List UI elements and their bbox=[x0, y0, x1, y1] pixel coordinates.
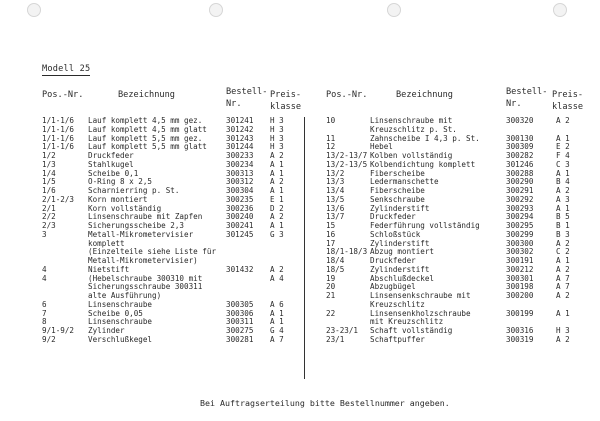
price-class: A 1 bbox=[556, 203, 570, 213]
part-description: Federführung vollständig bbox=[370, 221, 480, 230]
order-number: 300191 bbox=[506, 256, 534, 265]
part-description: Druckfeder bbox=[88, 151, 134, 160]
part-description: Korn montiert bbox=[88, 194, 148, 204]
pos-number: 9/1-9/2 bbox=[42, 326, 75, 335]
price-class: B 5 bbox=[556, 212, 570, 222]
part-description: Scharnierring p. St. bbox=[88, 186, 180, 195]
price-class: H 3 bbox=[270, 142, 284, 152]
part-description: Ledermanschette bbox=[370, 177, 439, 187]
pos-number: 1/5 bbox=[42, 177, 56, 187]
pos-number: 1/1-1/6 bbox=[42, 116, 75, 125]
pos-number: 9/2 bbox=[42, 334, 56, 344]
pos-number: 19 bbox=[326, 273, 336, 283]
order-number: 300234 bbox=[226, 159, 254, 169]
parts-table-right bbox=[0, 117, 600, 345]
pos-number: 16 bbox=[326, 229, 336, 239]
part-description: Druckfeder bbox=[370, 212, 416, 222]
part-description: Sicherungsschraube 300311 bbox=[88, 282, 203, 292]
order-number: 301242 bbox=[226, 124, 254, 134]
part-description: Linsenschraube bbox=[88, 299, 153, 309]
part-description: Linsenschraube bbox=[88, 317, 153, 327]
order-number: 301244 bbox=[226, 142, 254, 152]
order-number: 300291 bbox=[506, 186, 534, 195]
part-description: Senkschraube bbox=[370, 194, 425, 204]
header-desc-left: Bezeichnung bbox=[118, 90, 175, 100]
part-description: Zylinderstift bbox=[370, 238, 430, 248]
pos-number: 15 bbox=[326, 221, 336, 230]
table-row bbox=[0, 292, 600, 301]
order-number: 301243 bbox=[226, 133, 254, 143]
order-number: 300130 bbox=[506, 133, 534, 143]
order-number: 300302 bbox=[506, 247, 534, 257]
price-class: H 3 bbox=[270, 124, 284, 134]
order-number: 300275 bbox=[226, 326, 254, 335]
part-description: Lauf komplett 5,5 mm glatt bbox=[88, 142, 207, 152]
price-class: F 4 bbox=[556, 151, 570, 160]
price-class: A 2 bbox=[556, 186, 570, 195]
punch-hole-4 bbox=[553, 3, 567, 17]
pos-number: 13/6 bbox=[326, 203, 345, 213]
pos-number: 13/2-13/7 bbox=[326, 151, 368, 160]
price-class: A 2 bbox=[270, 151, 284, 160]
price-class: A 1 bbox=[270, 168, 284, 178]
part-description: Abschlußdeckel bbox=[370, 273, 435, 283]
part-description: Scheibe 0,1 bbox=[88, 168, 139, 178]
part-description: Abzug montiert bbox=[370, 247, 435, 257]
order-number: 301432 bbox=[226, 264, 254, 274]
pos-number: 10 bbox=[326, 116, 336, 125]
pos-number: 1/6 bbox=[42, 186, 56, 195]
order-number: 300236 bbox=[226, 203, 254, 213]
order-number: 301241 bbox=[226, 116, 254, 125]
part-description: Kolben vollständig bbox=[370, 151, 453, 160]
pos-number: 3 bbox=[42, 229, 47, 239]
header-pos-left: Pos.-Nr. bbox=[42, 90, 84, 100]
part-description: Zahnscheibe I 4,3 p. St. bbox=[370, 133, 480, 143]
pos-number: 1/1-1/6 bbox=[42, 142, 75, 152]
part-description: Hebel bbox=[370, 142, 393, 152]
pos-number: 20 bbox=[326, 282, 336, 292]
pos-number: 13/3 bbox=[326, 177, 345, 187]
part-description: Metall-Mikrometervisier bbox=[88, 229, 194, 239]
price-class: G 3 bbox=[270, 229, 284, 239]
price-class: A 2 bbox=[556, 238, 570, 248]
part-description: alte Ausführung) bbox=[88, 291, 162, 300]
order-number: 300290 bbox=[506, 177, 534, 187]
order-number: 300292 bbox=[506, 194, 534, 204]
part-description: Korn vollständig bbox=[88, 203, 162, 213]
pos-number: 12 bbox=[326, 142, 336, 152]
order-number: 300282 bbox=[506, 151, 534, 160]
part-description: Linsensenkschraube mit bbox=[370, 291, 471, 300]
price-class: C 3 bbox=[556, 159, 570, 169]
part-description: Zylinder bbox=[88, 326, 125, 335]
order-number: 300320 bbox=[506, 116, 534, 125]
part-description: Schaftpuffer bbox=[370, 334, 425, 344]
order-number: 300311 bbox=[226, 317, 254, 327]
pos-number: 2/3 bbox=[42, 221, 56, 230]
pos-number: 18/4 bbox=[326, 256, 345, 265]
order-number: 300295 bbox=[506, 221, 534, 230]
price-class: A 1 bbox=[270, 317, 284, 327]
price-class: A 1 bbox=[270, 186, 284, 195]
part-description: Zylinderstift bbox=[370, 203, 430, 213]
part-description: Abzugbügel bbox=[370, 282, 416, 292]
pos-number: 8 bbox=[42, 317, 47, 327]
price-class: A 3 bbox=[556, 194, 570, 204]
price-class: A 2 bbox=[270, 212, 284, 222]
order-number: 300199 bbox=[506, 308, 534, 318]
price-class: A 2 bbox=[556, 334, 570, 344]
header-order-left-1: Bestell- bbox=[226, 87, 268, 97]
part-description: (Hebelschraube 300310 mit bbox=[88, 273, 203, 283]
part-description: Linsensenkholzschraube bbox=[370, 308, 471, 318]
header-desc-right: Bezeichnung bbox=[396, 90, 453, 100]
punch-hole-3 bbox=[387, 3, 401, 17]
order-number: 300240 bbox=[226, 212, 254, 222]
part-description: mit Kreuzschlitz bbox=[370, 317, 444, 327]
pos-number: 7 bbox=[42, 308, 47, 318]
pos-number: 13/2 bbox=[326, 168, 345, 178]
table-row bbox=[0, 310, 600, 319]
part-description: Linsenschraube mit bbox=[370, 116, 453, 125]
order-number: 300316 bbox=[506, 326, 534, 335]
part-description: Lauf komplett 5,5 mm gez. bbox=[88, 133, 203, 143]
header-pos-right: Pos.-Nr. bbox=[326, 90, 368, 100]
pos-number: 23-23/1 bbox=[326, 326, 359, 335]
price-class: A 7 bbox=[556, 282, 570, 292]
price-class: A 2 bbox=[270, 177, 284, 187]
part-description: Scheibe 0,05 bbox=[88, 308, 143, 318]
order-number: 300300 bbox=[506, 238, 534, 248]
part-description: komplett bbox=[88, 238, 125, 248]
punch-hole-1 bbox=[27, 3, 41, 17]
order-number: 301246 bbox=[506, 159, 534, 169]
header-price-right-1: Preis- bbox=[552, 90, 584, 100]
price-class: C 2 bbox=[556, 247, 570, 257]
price-class: B 1 bbox=[556, 221, 570, 230]
price-class: E 2 bbox=[556, 142, 570, 152]
part-description: Lauf komplett 4,5 mm glatt bbox=[88, 124, 207, 134]
price-class: A 2 bbox=[556, 116, 570, 125]
order-number: 300288 bbox=[506, 168, 534, 178]
order-number: 300299 bbox=[506, 229, 534, 239]
part-description: O-Ring 8 x 2,5 bbox=[88, 177, 153, 187]
pos-number: 13/5 bbox=[326, 194, 345, 204]
price-class: A 7 bbox=[556, 273, 570, 283]
price-class: A 2 bbox=[270, 264, 284, 274]
order-number: 300293 bbox=[506, 203, 534, 213]
header-price-right-2: klasse bbox=[552, 102, 584, 112]
model-title: Modell 25 bbox=[42, 64, 91, 74]
order-number: 300200 bbox=[506, 291, 534, 300]
part-description: Stahlkugel bbox=[88, 159, 134, 169]
price-class: A 1 bbox=[556, 168, 570, 178]
pos-number: 2/1 bbox=[42, 203, 56, 213]
part-description: Nietstift bbox=[88, 264, 130, 274]
part-description: Metall-Mikrometervisier) bbox=[88, 256, 198, 265]
order-number: 300306 bbox=[226, 308, 254, 318]
price-class: H 3 bbox=[556, 326, 570, 335]
table-row bbox=[0, 336, 600, 345]
order-number: 300281 bbox=[226, 334, 254, 344]
order-number: 301245 bbox=[226, 229, 254, 239]
price-class: A 6 bbox=[270, 299, 284, 309]
price-class: H 3 bbox=[270, 116, 284, 125]
order-number: 300233 bbox=[226, 151, 254, 160]
part-description: Lauf komplett 4,5 mm gez. bbox=[88, 116, 203, 125]
order-number: 300241 bbox=[226, 221, 254, 230]
price-class: A 1 bbox=[556, 256, 570, 265]
price-class: B 4 bbox=[556, 177, 570, 187]
part-description: Kreuzschlitz bbox=[370, 299, 425, 309]
order-number: 300235 bbox=[226, 194, 254, 204]
part-description: Schaft vollständig bbox=[370, 326, 453, 335]
price-class: E 1 bbox=[270, 194, 284, 204]
pos-number: 13/7 bbox=[326, 212, 345, 222]
price-class: A 1 bbox=[556, 308, 570, 318]
part-description: (Einzelteile siehe Liste für bbox=[88, 247, 217, 257]
pos-number: 13/4 bbox=[326, 186, 345, 195]
price-class: G 4 bbox=[270, 326, 284, 335]
pos-number: 2/2 bbox=[42, 212, 56, 222]
part-description: Schloßstück bbox=[370, 229, 421, 239]
order-number: 300301 bbox=[506, 273, 534, 283]
punch-hole-2 bbox=[209, 3, 223, 17]
pos-number: 1/3 bbox=[42, 159, 56, 169]
price-class: A 2 bbox=[556, 264, 570, 274]
order-number: 300305 bbox=[226, 299, 254, 309]
pos-number: 4 bbox=[42, 264, 47, 274]
price-class: A 7 bbox=[270, 334, 284, 344]
order-number: 300313 bbox=[226, 168, 254, 178]
table-row bbox=[0, 117, 600, 126]
price-class: H 3 bbox=[270, 133, 284, 143]
part-description: Linsenschraube mit Zapfen bbox=[88, 212, 203, 222]
order-number: 300312 bbox=[226, 177, 254, 187]
pos-number: 2/1-2/3 bbox=[42, 194, 75, 204]
price-class: A 4 bbox=[270, 273, 284, 283]
pos-number: 1/1-1/6 bbox=[42, 124, 75, 134]
order-number: 300212 bbox=[506, 264, 534, 274]
pos-number: 11 bbox=[326, 133, 336, 143]
header-price-left-2: klasse bbox=[270, 102, 302, 112]
pos-number: 18/1-18/3 bbox=[326, 247, 368, 257]
pos-number: 18/5 bbox=[326, 264, 345, 274]
part-description: Fiberscheibe bbox=[370, 168, 425, 178]
price-class: A 1 bbox=[270, 308, 284, 318]
price-class: D 2 bbox=[270, 203, 284, 213]
order-number: 300294 bbox=[506, 212, 534, 222]
header-order-left-2: Nr. bbox=[226, 99, 242, 109]
pos-number: 6 bbox=[42, 299, 47, 309]
order-number: 300309 bbox=[506, 142, 534, 152]
header-order-right-1: Bestell- bbox=[506, 87, 548, 97]
order-number: 300319 bbox=[506, 334, 534, 344]
order-number: 300198 bbox=[506, 282, 534, 292]
pos-number: 23/1 bbox=[326, 334, 345, 344]
order-number: 300304 bbox=[226, 186, 254, 195]
pos-number: 13/2-13/5 bbox=[326, 159, 368, 169]
header-price-left-1: Preis- bbox=[270, 90, 302, 100]
header-order-right-2: Nr. bbox=[506, 99, 522, 109]
part-description: Kreuzschlitz p. St. bbox=[370, 124, 457, 134]
price-class: A 1 bbox=[556, 133, 570, 143]
part-description: Verschlußkegel bbox=[88, 334, 153, 344]
pos-number: 22 bbox=[326, 308, 336, 318]
part-description: Zylinderstift bbox=[370, 264, 430, 274]
pos-number: 4 bbox=[42, 273, 47, 283]
price-class: A 1 bbox=[270, 159, 284, 169]
pos-number: 1/4 bbox=[42, 168, 56, 178]
price-class: A 1 bbox=[270, 221, 284, 230]
part-description: Fiberscheibe bbox=[370, 186, 425, 195]
pos-number: 17 bbox=[326, 238, 336, 248]
pos-number: 1/2 bbox=[42, 151, 56, 160]
footer-note: Bei Auftragserteilung bitte Bestellnummer angeben. bbox=[200, 398, 450, 408]
part-description: Druckfeder bbox=[370, 256, 416, 265]
price-class: B 3 bbox=[556, 229, 570, 239]
part-description: Sicherungsscheibe 2,3 bbox=[88, 221, 185, 230]
part-description: Kolbendichtung komplett bbox=[370, 159, 476, 169]
price-class: A 2 bbox=[556, 291, 570, 300]
pos-number: 1/1-1/6 bbox=[42, 133, 75, 143]
pos-number: 21 bbox=[326, 291, 336, 300]
